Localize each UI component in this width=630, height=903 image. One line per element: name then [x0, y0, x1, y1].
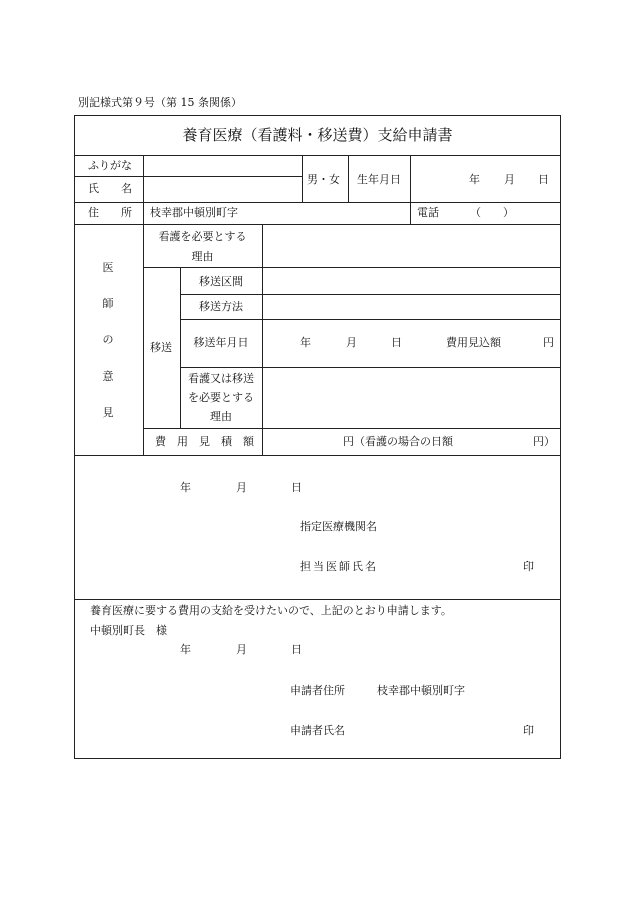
estimated-cost-yen: 円 [543, 336, 554, 349]
cost-estimate-label: 費 用 見 積 額 [155, 435, 254, 448]
estimated-cost-label: 費用見込額 [446, 336, 501, 349]
address-value: 枝幸郡中頓別町字 [150, 206, 238, 219]
opinion-label-char: 意 [102, 370, 114, 383]
rule-need-reason [143, 428, 561, 429]
cert-month-label: 月 [236, 481, 247, 494]
rule-certification [74, 599, 561, 600]
col-label-divider [143, 155, 144, 455]
col-sex-left [302, 155, 303, 202]
col-sex-right [348, 155, 349, 202]
opinion-label-char: の [102, 333, 114, 346]
cert-year-label: 年 [180, 481, 191, 494]
rule-address [74, 224, 561, 225]
birth-month-label: 月 [504, 173, 515, 186]
address-label: 住 所 [88, 206, 132, 219]
form-title: 養育医療（看護料・移送費）支給申請書 [182, 126, 453, 144]
doctor-seal: 印 [523, 560, 534, 573]
furigana-label: ふりがな [88, 159, 132, 172]
nursing-reason-label-line1: 看護を必要とする [158, 230, 247, 243]
rule-furigana [74, 176, 302, 177]
cost-estimate-value: 円（看護の場合の日額 [343, 435, 453, 448]
doctor-name-label: 担当医師氏名 [300, 560, 378, 573]
need-reason-label-line2: を必要とする [188, 391, 254, 404]
opinion-label-char: 見 [102, 406, 114, 419]
rule-name [74, 202, 561, 203]
form-number: 別記様式第９号（第 15 条関係） [78, 96, 242, 109]
birth-year-label: 年 [469, 173, 480, 186]
applicant-address-label: 申請者住所 [290, 684, 345, 697]
applicant-seal: 印 [523, 724, 534, 737]
transport-section-label: 移送区間 [199, 275, 243, 288]
applicant-address-value: 枝幸郡中頓別町字 [377, 684, 465, 697]
addressee: 中頓別町長 様 [90, 624, 167, 637]
phone-parentheses: （ ） [470, 206, 514, 219]
rule-transport-section [180, 294, 561, 295]
rule-cost-estimate [74, 455, 561, 456]
application-month-label: 月 [236, 643, 247, 656]
need-reason-label-line3: 理由 [210, 410, 232, 423]
transport-date-label: 移送年月日 [193, 336, 249, 349]
sex-label: 男・女 [307, 173, 340, 186]
transport-year-label: 年 [300, 336, 311, 349]
institution-label: 指定医療機関名 [300, 520, 377, 533]
application-statement: 養育医療に要する費用の支給を受けたいので、上記のとおり申請します。 [90, 604, 452, 617]
rule-nursing-reason [143, 267, 561, 268]
phone-label: 電話 [417, 206, 439, 219]
application-year-label: 年 [180, 643, 191, 656]
col-phone-left [410, 202, 411, 224]
birth-day-label: 日 [538, 173, 549, 186]
col-birth-right [410, 155, 411, 202]
transport-method-label: 移送方法 [199, 300, 243, 313]
applicant-name-label: 申請者氏名 [290, 724, 345, 737]
name-label: 氏 名 [88, 182, 132, 195]
transport-day-label: 日 [391, 336, 402, 349]
need-reason-label-line1: 看護又は移送 [188, 372, 254, 385]
birth-date-label: 生年月日 [357, 173, 401, 186]
rule-transport-method [180, 319, 561, 320]
col-opinion-value [262, 224, 263, 455]
rule-transport-date [180, 367, 561, 368]
transport-month-label: 月 [346, 336, 357, 349]
cert-day-label: 日 [291, 481, 302, 494]
transport-label: 移送 [150, 341, 172, 354]
nursing-reason-label-line2: 理由 [191, 250, 214, 263]
rule-under-title [74, 155, 561, 156]
application-day-label: 日 [291, 643, 302, 656]
opinion-label-char: 師 [102, 297, 114, 310]
opinion-label-char: 医 [102, 261, 114, 274]
cost-estimate-end: 円） [533, 435, 555, 448]
